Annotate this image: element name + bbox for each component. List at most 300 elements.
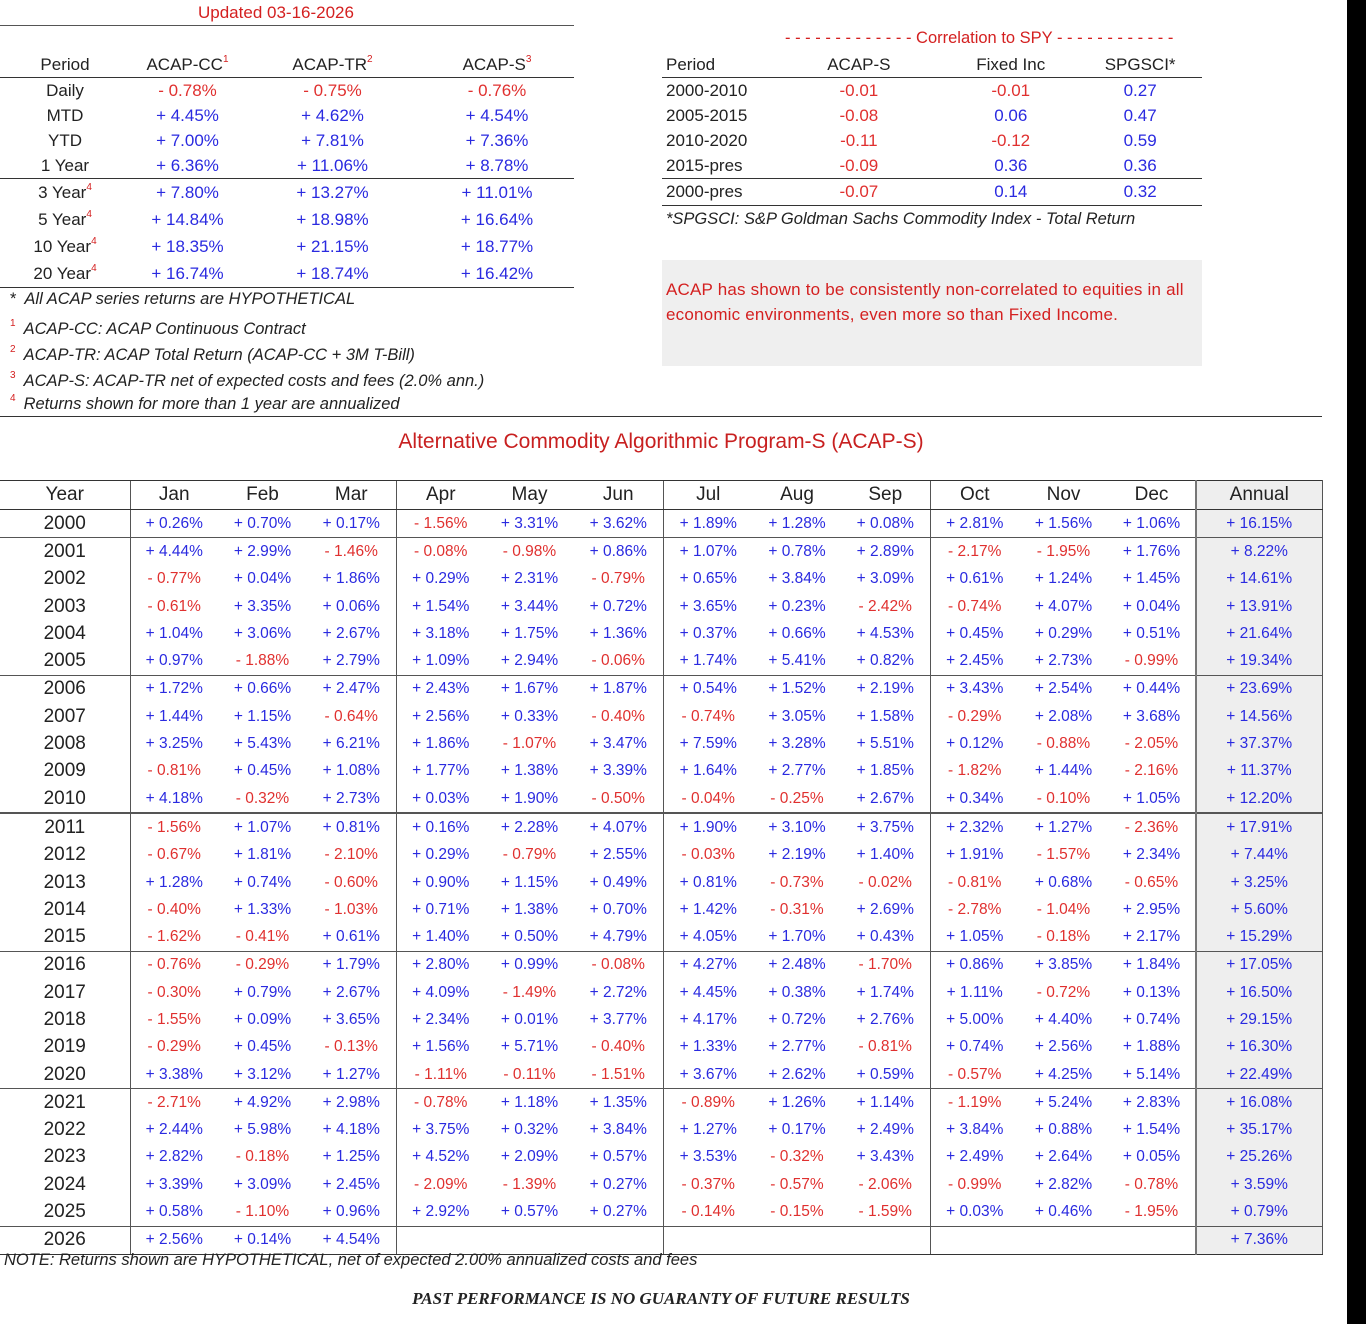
monthly-value: - 0.89% <box>663 1089 753 1117</box>
monthly-value: + 3.62% <box>589 514 647 532</box>
corr-fixed: 0.06 <box>994 105 1028 125</box>
monthly-value: + 0.99% <box>485 951 574 979</box>
returns-period-label: 10 Year <box>33 236 92 256</box>
returns-value-s: + 16.42% <box>420 260 574 288</box>
returns-row <box>0 260 574 288</box>
monthly-value: + 5.24% <box>1019 1089 1108 1117</box>
monthly-row <box>0 730 1322 757</box>
monthly-value: + 0.44% <box>1108 675 1196 703</box>
correlation-header-row <box>662 52 1202 78</box>
monthly-value: + 0.38% <box>768 983 826 1001</box>
footnote-2-text: ACAP-TR: ACAP Total Return (ACAP-CC + 3M T-Bill) <box>23 346 415 364</box>
monthly-value: - 0.79% <box>502 846 557 864</box>
monthly-annual: + 5.60% <box>1196 896 1322 923</box>
monthly-value: + 4.79% <box>589 928 647 946</box>
monthly-value: + 1.15% <box>500 873 559 891</box>
returns-value-s: + 4.54% <box>465 105 529 125</box>
returns-row <box>0 179 574 207</box>
returns-value-cc: - 0.78% <box>158 80 217 100</box>
monthly-value: + 1.07% <box>218 813 307 841</box>
monthly-annual: + 14.61% <box>1196 566 1322 593</box>
returns-value-cc: + 16.74% <box>130 260 245 288</box>
monthly-value: - 0.13% <box>324 1038 378 1056</box>
footnote-2 <box>10 346 415 365</box>
monthly-header-aug: Aug <box>753 481 841 510</box>
monthly-year: 2023 <box>43 1146 86 1168</box>
monthly-header-jul: Jul <box>663 481 753 510</box>
returns-period-label: YTD <box>48 130 82 150</box>
returns-period-sup: 4 <box>86 181 92 193</box>
footnote-1-text: ACAP-CC: ACAP Continuous Contract <box>23 320 306 338</box>
monthly-value: + 2.81% <box>930 510 1019 538</box>
monthly-value: + 2.82% <box>130 1144 218 1171</box>
monthly-value: + 4.18% <box>130 785 218 813</box>
monthly-year: 2013 <box>43 871 86 893</box>
monthly-value: + 0.06% <box>322 597 380 615</box>
monthly-value: + 1.08% <box>322 762 380 780</box>
monthly-value: + 4.17% <box>663 1006 753 1033</box>
correlation-row <box>662 153 1202 179</box>
monthly-value: - 0.74% <box>663 703 753 730</box>
monthly-value: - 2.10% <box>324 846 378 864</box>
returns-value-s: + 16.64% <box>460 209 534 229</box>
monthly-value: + 0.59% <box>856 1065 914 1083</box>
correlation-row <box>662 179 1202 206</box>
monthly-value: - 0.14% <box>663 1198 753 1226</box>
monthly-value: + 0.43% <box>856 928 914 946</box>
returns-value-tr: + 7.81% <box>301 130 364 150</box>
monthly-value: + 0.74% <box>930 1034 1019 1061</box>
monthly-value: + 1.40% <box>396 923 485 951</box>
monthly-value: + 3.85% <box>1019 951 1108 979</box>
monthly-value: + 1.70% <box>768 928 826 946</box>
monthly-year: 2007 <box>43 705 86 727</box>
monthly-header-sep: Sep <box>841 481 930 510</box>
monthly-value: + 2.49% <box>856 1121 914 1139</box>
monthly-value: - 1.70% <box>841 951 930 979</box>
monthly-value: + 0.46% <box>1034 1203 1093 1221</box>
monthly-value: + 2.94% <box>500 652 559 670</box>
monthly-annual: + 7.44% <box>1196 842 1322 869</box>
corr-acap: -0.09 <box>839 155 879 175</box>
monthly-value: + 2.47% <box>307 675 396 703</box>
monthly-row <box>0 1034 1322 1061</box>
monthly-annual: + 22.49% <box>1196 1061 1322 1089</box>
monthly-row <box>0 758 1322 785</box>
monthly-value: - 1.55% <box>130 1006 218 1033</box>
monthly-value: + 0.45% <box>233 1038 292 1056</box>
corr-spgsci: 0.59 <box>1123 130 1157 150</box>
monthly-value: + 2.08% <box>1034 707 1093 725</box>
monthly-value: + 4.18% <box>322 1121 380 1139</box>
monthly-value: + 3.77% <box>589 1010 647 1028</box>
monthly-value: - 0.57% <box>930 1061 1019 1089</box>
monthly-value: + 1.84% <box>1108 951 1196 979</box>
monthly-value: + 0.61% <box>930 566 1019 593</box>
monthly-value: - 0.10% <box>1036 789 1091 807</box>
monthly-value: + 4.52% <box>396 1144 485 1171</box>
monthly-value: + 3.06% <box>233 624 292 642</box>
corr-period: 2000-pres <box>662 179 775 206</box>
monthly-value: + 0.68% <box>1034 873 1093 891</box>
monthly-row <box>0 951 1322 979</box>
monthly-value: - 0.29% <box>218 951 307 979</box>
footnote-hypothetical <box>10 290 355 309</box>
corr-spgsci: 0.27 <box>1123 80 1157 100</box>
monthly-value: + 3.28% <box>768 735 826 753</box>
monthly-value: - 0.37% <box>663 1171 753 1198</box>
monthly-annual: + 0.79% <box>1196 1198 1322 1226</box>
monthly-value <box>930 1226 1019 1254</box>
monthly-year: 2003 <box>43 595 86 617</box>
monthly-value: + 0.74% <box>1122 1010 1181 1028</box>
monthly-year: 2024 <box>43 1173 86 1195</box>
monthly-value: + 1.15% <box>233 707 292 725</box>
monthly-value: + 2.56% <box>396 703 485 730</box>
monthly-value: + 2.49% <box>930 1144 1019 1171</box>
monthly-value: + 0.03% <box>930 1198 1019 1226</box>
header-acap-tr-sup: 2 <box>367 53 373 65</box>
monthly-value <box>753 1226 841 1254</box>
returns-value-tr: + 4.62% <box>301 105 364 125</box>
monthly-value: - 1.82% <box>930 758 1019 785</box>
monthly-value: + 4.92% <box>218 1089 307 1117</box>
monthly-value: - 2.42% <box>858 597 912 615</box>
monthly-value: + 0.13% <box>1122 983 1181 1001</box>
monthly-value: + 1.45% <box>1122 570 1181 588</box>
monthly-year: 2014 <box>43 898 86 920</box>
monthly-value: + 1.11% <box>930 979 1019 1006</box>
monthly-year: 2012 <box>43 844 86 866</box>
monthly-row <box>0 785 1322 813</box>
monthly-annual: + 19.34% <box>1196 647 1322 675</box>
monthly-value: + 2.77% <box>768 762 826 780</box>
monthly-value: - 0.72% <box>1036 983 1091 1001</box>
monthly-value: - 0.78% <box>396 1089 485 1117</box>
monthly-value: + 3.44% <box>500 597 559 615</box>
monthly-value: + 0.27% <box>589 1203 647 1221</box>
returns-value-s: + 11.01% <box>420 179 574 207</box>
monthly-value: + 1.27% <box>1019 813 1108 841</box>
corr-spgsci: 0.32 <box>1078 179 1202 206</box>
monthly-row <box>0 620 1322 647</box>
monthly-value: + 0.57% <box>589 1148 647 1166</box>
monthly-value: + 0.51% <box>1122 624 1181 642</box>
returns-period-label: Daily <box>46 80 84 100</box>
monthly-value: + 2.34% <box>1122 846 1181 864</box>
monthly-value: + 3.43% <box>856 1148 914 1166</box>
returns-period <box>0 179 130 207</box>
monthly-value: + 2.82% <box>1034 1175 1093 1193</box>
returns-period <box>0 153 130 179</box>
monthly-value: + 3.53% <box>663 1144 753 1171</box>
monthly-value: + 2.54% <box>1019 675 1108 703</box>
monthly-annual: + 17.05% <box>1196 951 1322 979</box>
monthly-value: + 0.29% <box>396 842 485 869</box>
monthly-year: 2020 <box>43 1063 86 1085</box>
monthly-value: + 1.58% <box>856 707 914 725</box>
monthly-value: - 0.40% <box>130 896 218 923</box>
monthly-header-annual: Annual <box>1196 481 1322 510</box>
header-period-label: Period <box>40 54 90 74</box>
monthly-value: + 1.90% <box>500 789 559 807</box>
corr-fixed: -0.12 <box>991 130 1031 150</box>
monthly-value: - 0.81% <box>858 1038 912 1056</box>
monthly-value: - 0.41% <box>235 928 290 946</box>
monthly-value: + 0.66% <box>768 624 826 642</box>
returns-value-s: + 18.77% <box>460 236 534 256</box>
monthly-annual: + 16.08% <box>1196 1089 1322 1117</box>
footnote-3 <box>10 372 484 391</box>
monthly-row <box>0 538 1322 566</box>
monthly-value: - 1.07% <box>502 735 557 753</box>
monthly-value: + 0.82% <box>856 652 914 670</box>
monthly-value: - 0.18% <box>235 1148 290 1166</box>
monthly-value: + 1.44% <box>130 703 218 730</box>
monthly-row <box>0 1006 1322 1033</box>
returns-body <box>0 78 574 288</box>
corr-spgsci: 0.36 <box>1123 155 1157 175</box>
monthly-value: + 2.48% <box>753 951 841 979</box>
monthly-value: - 1.19% <box>930 1089 1019 1117</box>
monthly-year: 2006 <box>0 675 130 703</box>
monthly-value: + 2.56% <box>1034 1038 1093 1056</box>
monthly-year: 2005 <box>43 650 86 672</box>
returns-row <box>0 128 574 153</box>
monthly-row <box>0 510 1322 538</box>
monthly-value: + 5.98% <box>233 1121 292 1139</box>
monthly-value: + 5.51% <box>856 735 914 753</box>
monthly-value: + 1.44% <box>1034 762 1093 780</box>
monthly-value: + 1.54% <box>1122 1121 1181 1139</box>
returns-row <box>0 153 574 179</box>
monthly-value: + 2.31% <box>500 570 559 588</box>
monthly-header-mar: Mar <box>307 481 396 510</box>
corr-acap: -0.11 <box>840 130 878 150</box>
returns-row <box>0 206 574 233</box>
monthly-annual: + 25.26% <box>1196 1144 1322 1171</box>
monthly-header-may: May <box>485 481 574 510</box>
monthly-year: 2002 <box>43 568 86 590</box>
monthly-value: - 1.59% <box>858 1203 912 1221</box>
monthly-value: + 1.28% <box>130 869 218 896</box>
monthly-value: - 2.36% <box>1108 813 1196 841</box>
monthly-value: + 4.53% <box>856 624 914 642</box>
monthly-value: + 2.32% <box>930 813 1019 841</box>
monthly-value: + 3.43% <box>930 675 1019 703</box>
monthly-row <box>0 923 1322 951</box>
monthly-value: + 1.24% <box>1034 570 1093 588</box>
monthly-value: - 1.11% <box>396 1061 485 1089</box>
monthly-year: 2008 <box>43 733 86 755</box>
monthly-value: + 2.43% <box>396 675 485 703</box>
monthly-value: + 1.77% <box>396 758 485 785</box>
monthly-value: + 1.74% <box>663 647 753 675</box>
monthly-value: - 0.25% <box>770 789 824 807</box>
returns-value-cc: + 7.00% <box>156 130 219 150</box>
monthly-value: + 3.47% <box>589 735 647 753</box>
monthly-value: + 0.34% <box>930 785 1019 813</box>
header-acap-cc <box>130 52 245 78</box>
corr-spgsci: 0.47 <box>1123 105 1157 125</box>
updated-underline <box>0 25 574 26</box>
footnote-1 <box>10 320 306 339</box>
corr-acap: -0.08 <box>839 105 879 125</box>
monthly-value: + 3.10% <box>753 813 841 841</box>
monthly-value: - 0.06% <box>591 652 645 670</box>
monthly-annual: + 21.64% <box>1196 620 1322 647</box>
monthly-value: + 2.62% <box>768 1065 826 1083</box>
monthly-row <box>0 1171 1322 1198</box>
monthly-value: + 0.03% <box>396 785 485 813</box>
returns-value-s: + 8.78% <box>465 155 529 175</box>
returns-value-tr: + 18.98% <box>296 209 369 229</box>
monthly-value <box>1108 1226 1196 1254</box>
monthly-row <box>0 1198 1322 1226</box>
monthly-value: - 0.73% <box>770 873 824 891</box>
returns-period-label: 20 Year <box>33 263 92 283</box>
monthly-value: - 0.88% <box>1036 735 1091 753</box>
main-title: Alternative Commodity Algorithmic Program-S (ACAP-S) <box>398 430 924 453</box>
corr-period: 2000-2010 <box>666 80 748 100</box>
monthly-row <box>0 1061 1322 1089</box>
monthly-row <box>0 896 1322 923</box>
monthly-value: - 0.08% <box>396 538 485 566</box>
monthly-annual: + 37.37% <box>1196 730 1322 757</box>
monthly-year: 2016 <box>0 951 130 979</box>
monthly-value: + 1.54% <box>396 593 485 620</box>
non-correlation-callout: ACAP has shown to be consistently non-correlated to equities in all economic environments, even more so than Fixed Income. <box>662 260 1202 366</box>
monthly-value: + 0.57% <box>500 1203 559 1221</box>
monthly-value: + 4.07% <box>574 813 663 841</box>
monthly-value: + 1.14% <box>841 1089 930 1117</box>
returns-period-label: 1 Year <box>40 155 90 175</box>
monthly-value: + 0.65% <box>663 566 753 593</box>
monthly-value: + 3.18% <box>396 620 485 647</box>
monthly-value: + 0.23% <box>768 597 826 615</box>
returns-period-label: 5 Year <box>38 209 87 229</box>
corr-period: 2010-2020 <box>666 130 748 150</box>
corr-acap: -0.01 <box>839 80 879 100</box>
monthly-value: + 3.84% <box>930 1117 1019 1144</box>
monthly-value: + 1.85% <box>856 762 914 780</box>
monthly-value: + 0.27% <box>589 1175 647 1193</box>
monthly-value: + 1.42% <box>663 896 753 923</box>
monthly-value: + 1.74% <box>856 983 914 1001</box>
monthly-value: + 1.91% <box>930 842 1019 869</box>
monthly-value: + 1.05% <box>1122 789 1181 807</box>
returns-period-sup: 4 <box>86 208 92 220</box>
monthly-value: + 4.05% <box>663 923 753 951</box>
header-acap-s-sup: 3 <box>525 53 532 65</box>
monthly-value: - 0.40% <box>591 707 645 725</box>
monthly-value: + 1.87% <box>574 675 663 703</box>
header-acap-s <box>420 52 574 78</box>
monthly-row <box>0 566 1322 593</box>
monthly-year: 2015 <box>43 926 86 948</box>
monthly-value: + 1.52% <box>753 675 841 703</box>
monthly-value: - 0.11% <box>503 1065 556 1083</box>
monthly-value: + 0.70% <box>233 514 292 532</box>
monthly-value: + 0.81% <box>663 869 753 896</box>
monthly-value: + 3.25% <box>130 730 218 757</box>
monthly-value: + 1.07% <box>663 538 753 566</box>
monthly-value: - 1.57% <box>1036 846 1091 864</box>
monthly-annual: + 29.15% <box>1196 1006 1322 1033</box>
monthly-value: + 1.05% <box>930 923 1019 951</box>
monthly-year: 2001 <box>0 538 130 566</box>
footnote-4-text: Returns shown for more than 1 year are annualized <box>23 395 400 413</box>
monthly-value: + 3.05% <box>768 707 826 725</box>
monthly-year: 2011 <box>0 813 130 841</box>
monthly-value: + 0.05% <box>1122 1148 1181 1166</box>
monthly-value: - 0.31% <box>770 900 824 918</box>
monthly-value: + 0.81% <box>307 813 396 841</box>
monthly-value: + 1.79% <box>307 951 396 979</box>
monthly-value: + 2.92% <box>396 1198 485 1226</box>
monthly-value: + 3.31% <box>500 514 559 532</box>
monthly-value: - 1.10% <box>235 1203 290 1221</box>
monthly-value: + 1.76% <box>1108 538 1196 566</box>
monthly-value: - 2.16% <box>1124 762 1179 780</box>
monthly-annual: + 17.91% <box>1196 813 1322 841</box>
monthly-value: + 3.65% <box>663 593 753 620</box>
monthly-value: + 2.69% <box>856 900 914 918</box>
monthly-value: + 2.45% <box>930 647 1019 675</box>
monthly-value: + 0.72% <box>768 1010 826 1028</box>
returns-period <box>0 78 130 104</box>
monthly-value: + 0.29% <box>396 566 485 593</box>
page-edge-bar <box>1347 0 1366 1324</box>
monthly-value: + 3.84% <box>768 570 826 588</box>
monthly-value: + 1.36% <box>589 624 647 642</box>
monthly-value: + 0.49% <box>589 873 647 891</box>
monthly-value: + 4.45% <box>663 979 753 1006</box>
monthly-annual: + 3.59% <box>1196 1171 1322 1198</box>
monthly-value: + 2.64% <box>1034 1148 1093 1166</box>
monthly-value: + 2.09% <box>500 1148 559 1166</box>
monthly-value: + 3.65% <box>322 1010 380 1028</box>
monthly-value: + 0.45% <box>233 762 292 780</box>
returns-value-s: + 7.36% <box>465 130 529 150</box>
returns-row <box>0 233 574 260</box>
monthly-value: - 1.95% <box>1124 1203 1179 1221</box>
monthly-value: + 0.54% <box>663 675 753 703</box>
monthly-value: - 0.77% <box>130 566 218 593</box>
footnote-1-mark: 1 <box>10 318 16 329</box>
monthly-value: - 0.65% <box>1124 873 1179 891</box>
monthly-value: - 0.78% <box>1124 1175 1179 1193</box>
monthly-header-jan: Jan <box>130 481 218 510</box>
footnote-3-text: ACAP-S: ACAP-TR net of expected costs and fees (2.0% ann.) <box>23 372 485 390</box>
monthly-header-dec: Dec <box>1108 481 1196 510</box>
monthly-value: + 0.17% <box>322 514 380 532</box>
monthly-value: + 0.97% <box>130 647 218 675</box>
monthly-value: + 2.56% <box>130 1226 218 1254</box>
monthly-value: + 1.86% <box>322 570 380 588</box>
monthly-value: - 1.88% <box>235 652 290 670</box>
monthly-row <box>0 675 1322 703</box>
monthly-body <box>0 510 1322 1255</box>
monthly-value: - 0.03% <box>663 842 753 869</box>
monthly-row <box>0 1089 1322 1117</box>
monthly-value: + 4.07% <box>1034 597 1093 615</box>
monthly-value: + 2.44% <box>130 1117 218 1144</box>
correlation-title: - - - - - - - - - - - - - Correlation to SPY - - - - - - - - - - - - <box>785 29 1174 47</box>
monthly-value: + 2.45% <box>322 1175 380 1193</box>
footnote-4-mark: 4 <box>10 393 16 404</box>
monthly-value <box>841 1226 930 1254</box>
